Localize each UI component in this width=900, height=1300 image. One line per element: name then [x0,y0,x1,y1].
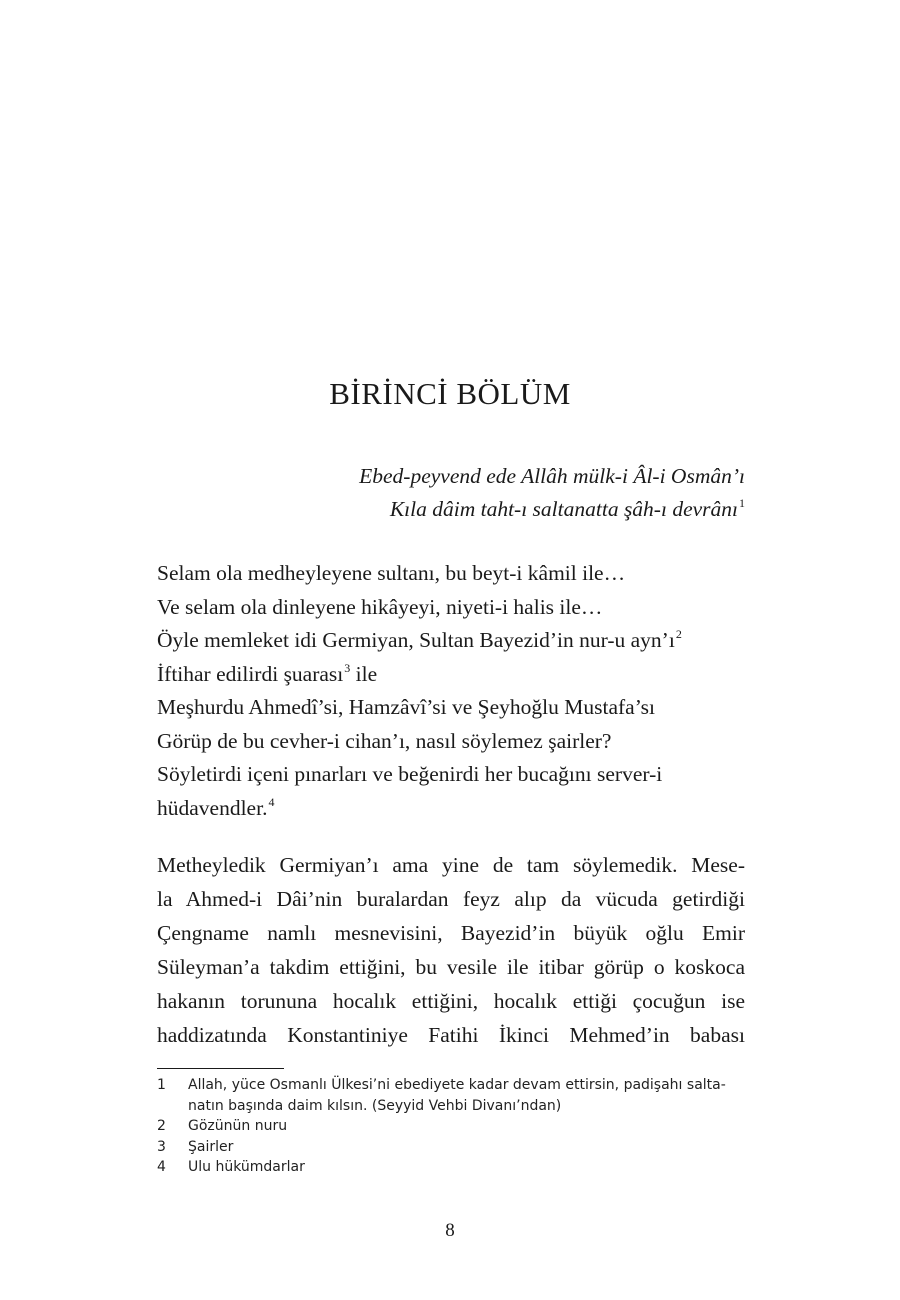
footnote [157,1157,747,1178]
prose-paragraph [157,848,745,1052]
prose-line: hakanın torununa hocalık ettiğini, hocalık ettiği çocuğun ise [157,989,745,1013]
footnote [157,1116,747,1137]
footnote-text: Gözünün nuru [188,1118,288,1134]
footnote-ref[interactable]: 3 [344,660,351,675]
prose-line: Metheyledik Germiyan’ı ama yine de tam söylemedik. Mese- [157,853,745,877]
footnote-text: Şairler [188,1138,234,1155]
epigraph-line: Ebed-peyvend ede Allâh mülk-i Âl-i Osmân’ı [359,464,745,488]
poem-line: hüdavendler.$^4$ [157,794,275,820]
footnote-number: 2 [157,1118,166,1134]
footnote-divider [157,1068,284,1069]
poem-line: Söyletirdi içeni pınarları ve beğenirdi her bucağını server-i [157,762,663,786]
poem [157,557,682,825]
poem-line: Görüp de bu cevher-i cihan’ı, nasıl söylemez şairler? [157,728,612,753]
epigraph [359,460,745,526]
footnote [157,1075,747,1116]
prose-line: Süleyman’a takdim ettiğini, bu vesile ile itibar görüp o koskoca [157,955,745,979]
chapter-title: BİRİNCİ BÖLÜM [329,376,571,411]
poem-line: Öyle memleket idi Germiyan, Sultan Bayezid’in nur-u $ayn’ı^2$ [157,627,682,652]
prose-line: Çengname namlı mesnevisini, Bayezid’in büyük oğlu Emir [157,921,745,945]
footnote-ref[interactable]: 4 [268,794,275,809]
poem-line: Selam ola medheyleyene sultanı, bu beyt-i kâmil ile… [157,561,626,585]
footnote-number: 4 [157,1159,166,1175]
footnote-number: 3 [157,1138,166,1155]
poem-line: İftihar edilirdi şuarası$^3$ ile [157,660,378,686]
footnote-ref[interactable]: 2 [675,627,682,641]
footnote-number: 1 [157,1077,166,1093]
prose-line: la Ahmed-i Dâi’nin buralardan feyz alıp da vücuda getirdiği [157,887,745,911]
epigraph-line: Kıla dâim taht-ı saltanatta şâh-ı devrânı$^1$ [389,496,745,521]
prose-line: haddizatında Konstantiniye Fatihi İkinci Mehmed’in babası [157,1023,745,1047]
footnote-ref[interactable]: 1 [739,496,745,510]
poem-line: Ve selam ola dinleyene hikâyeyi, niyeti-i halis ile… [157,594,603,619]
poem-line: Meşhurdu Ahmedî’si, Hamzâvî’si ve Şeyhoğlu Mustafa’sı [157,695,656,719]
footnote-text: Ulu hükümdarlar [188,1159,305,1175]
footnote [157,1137,747,1158]
footnote-text: Allah, yüce Osmanlı Ülkesi’ni ebediyete kadar devam ettirsin, padişahı salta- natın başında daim kılsın. (Seyyid Vehbi Divanı’ndan) [188,1077,726,1114]
page-number: 8 [445,1220,455,1241]
footnotes [157,1075,747,1178]
